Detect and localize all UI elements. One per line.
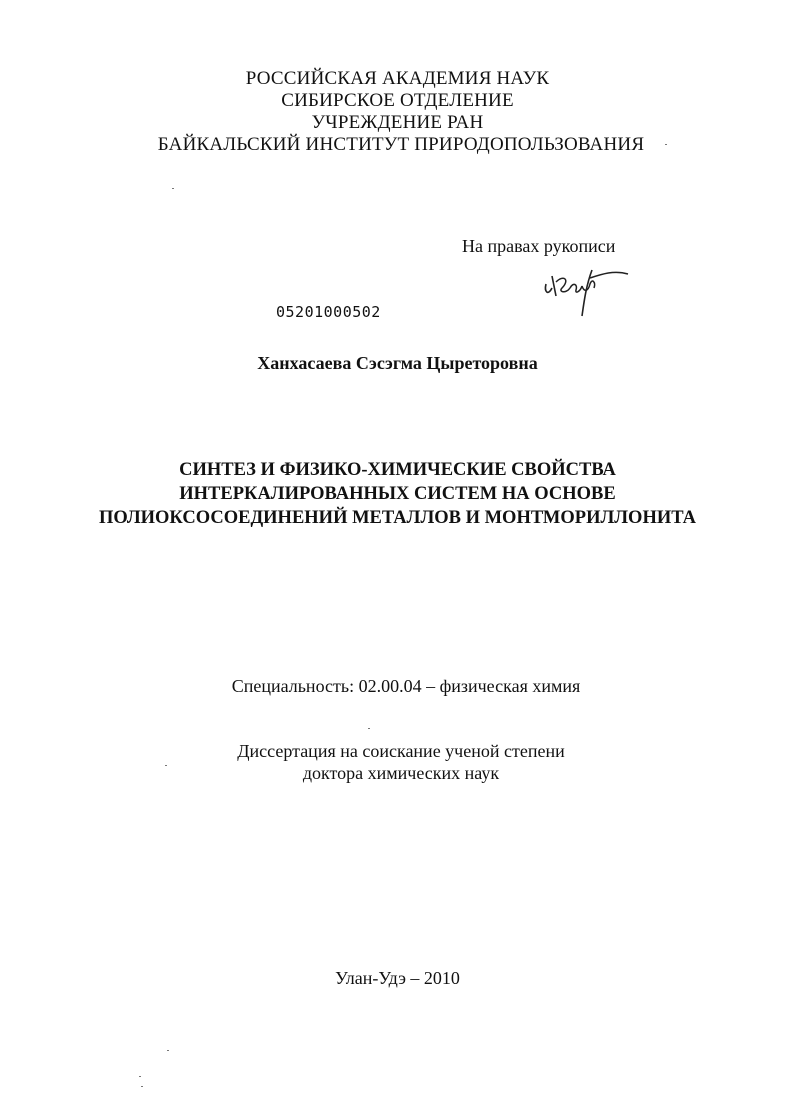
- author-name: Ханхасаева Сэсэгма Цыреторовна: [257, 353, 538, 373]
- institution-line-4: БАЙКАЛЬСКИЙ ИНСТИТУТ ПРИРОДОПОЛЬЗОВАНИЯ: [157, 134, 645, 155]
- degree-line-1: Диссертация на соискание ученой степени: [237, 741, 565, 761]
- document-code: 05201000502: [276, 303, 381, 321]
- scan-speck: [172, 188, 174, 189]
- scan-speck: [665, 144, 667, 145]
- scan-speck: [368, 728, 370, 729]
- scan-speck: [165, 765, 167, 766]
- handwritten-signature: [540, 262, 630, 318]
- institution-line-3: УЧРЕЖДЕНИЕ РАН: [311, 112, 484, 133]
- manuscript-rights-note: На правах рукописи: [462, 236, 616, 256]
- dissertation-title-line-2: ИНТЕРКАЛИРОВАННЫХ СИСТЕМ НА ОСНОВЕ: [179, 484, 616, 504]
- dissertation-title-line-1: СИНТЕЗ И ФИЗИКО-ХИМИЧЕСКИЕ СВОЙСТВА: [179, 460, 616, 480]
- scan-speck: [167, 1050, 169, 1051]
- scan-speck: [139, 1076, 141, 1077]
- specialty-line: Специальность: 02.00.04 – физическая химия: [231, 676, 581, 696]
- institution-line-1: РОССИЙСКАЯ АКАДЕМИЯ НАУК: [245, 68, 550, 89]
- institution-line-2: СИБИРСКОЕ ОТДЕЛЕНИЕ: [281, 90, 514, 111]
- place-and-year: Улан-Удэ – 2010: [335, 968, 460, 988]
- degree-line-2: доктора химических наук: [302, 763, 500, 783]
- scan-speck: [141, 1086, 143, 1087]
- dissertation-title-line-3: ПОЛИОКСОСОЕДИНЕНИЙ МЕТАЛЛОВ И МОНТМОРИЛЛОНИТА: [99, 508, 696, 528]
